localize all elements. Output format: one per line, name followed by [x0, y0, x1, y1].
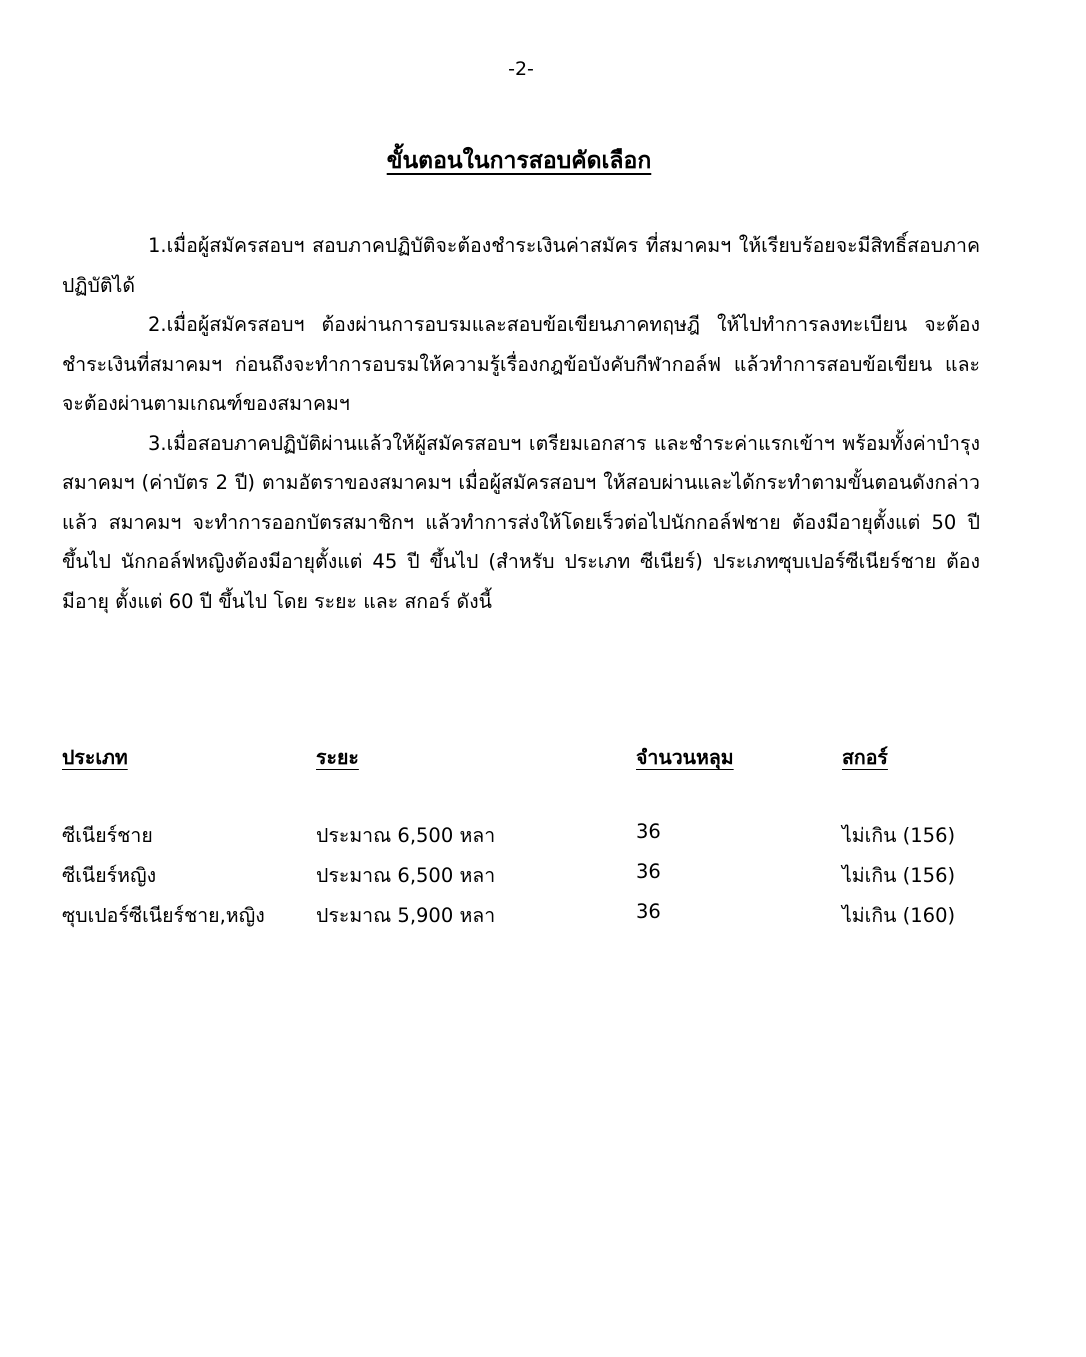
header-type: ประเภท — [62, 746, 128, 769]
cell-holes: 36 — [636, 820, 661, 843]
table-row — [62, 900, 1002, 940]
header-distance: ระยะ — [316, 746, 359, 769]
cell-type: ซีเนียร์ชาย — [62, 824, 153, 847]
cell-type: ซีเนียร์หญิง — [62, 864, 157, 887]
cell-holes: 36 — [636, 860, 661, 883]
cell-holes: 36 — [636, 900, 661, 923]
cell-score: ไม่เกิน (156) — [842, 864, 956, 887]
procedure-step-2: 2.เมื่อผู้สมัครสอบฯ ต้องผ่านการอบรมและสอบข้อเขียนภาคทฤษฎี ให้ไปทำการลงทะเบียน จะต้องชำระเงินที่สมาคมฯ ก่อนถึงจะทำการอบรมให้ความรู้เรื่องกฎข้อบังคับกีฬากอล์ฟ แล้วทำการสอบข้อเขียน และจะต้องผ่านตามเกณฑ์ของสมาคมฯ — [62, 313, 980, 415]
procedure-step-1: 1.เมื่อผู้สมัครสอบฯ สอบภาคปฏิบัติจะต้องชำระเงินค่าสมัคร ที่สมาคมฯ ให้เรียบร้อยจะมีสิทธิ์สอบภาคปฏิบัติได้ — [62, 234, 980, 297]
criteria-table — [62, 742, 1002, 940]
page-number: -2- — [508, 58, 534, 80]
table-header-row — [62, 742, 1002, 782]
procedure-text — [62, 226, 980, 621]
table-spacer — [62, 782, 1002, 820]
header-score: สกอร์ — [842, 746, 888, 769]
cell-distance: ประมาณ 5,900 หลา — [316, 904, 496, 927]
cell-distance: ประมาณ 6,500 หลา — [316, 824, 496, 847]
table-row — [62, 820, 1002, 860]
cell-distance: ประมาณ 6,500 หลา — [316, 864, 496, 887]
cell-score: ไม่เกิน (160) — [842, 904, 956, 927]
section-heading: ขั้นตอนในการสอบคัดเลือก — [386, 148, 652, 174]
cell-type: ซุบเปอร์ซีเนียร์ชาย,หญิง — [62, 904, 265, 927]
header-holes: จำนวนหลุม — [636, 746, 734, 769]
table-row — [62, 860, 1002, 900]
cell-score: ไม่เกิน (156) — [842, 824, 956, 847]
procedure-step-3: 3.เมื่อสอบภาคปฏิบัติผ่านแล้วให้ผู้สมัครสอบฯ เตรียมเอกสาร และชำระค่าแรกเข้าฯ พร้อมทั้งค่าบำรุงสมาคมฯ (ค่าบัตร 2 ปี) ตามอัตราของสมาคมฯ เมื่อผู้สมัครสอบฯ ให้สอบผ่านและได้กระทำตามขั้นตอนดังกล่าวแล้ว สมาคมฯ จะทำการออกบัตรสมาชิกฯ แล้วทำการส่งให้โดยเร็วต่อไปนักกอล์ฟชาย ต้องมีอายุตั้งแต่ 50 ปี ขึ้นไป นักกอล์ฟหญิงต้องมีอายุตั้งแต่ 45 ปี ขึ้นไป (สำหรับ ประเภท ซีเนียร์) ประเภทซุบเปอร์ซีเนียร์ชาย ต้องมีอายุ ตั้งแต่ 60 ปี ขึ้นไป โดย ระยะ และ สกอร์ ดังนี้ — [62, 431, 980, 613]
